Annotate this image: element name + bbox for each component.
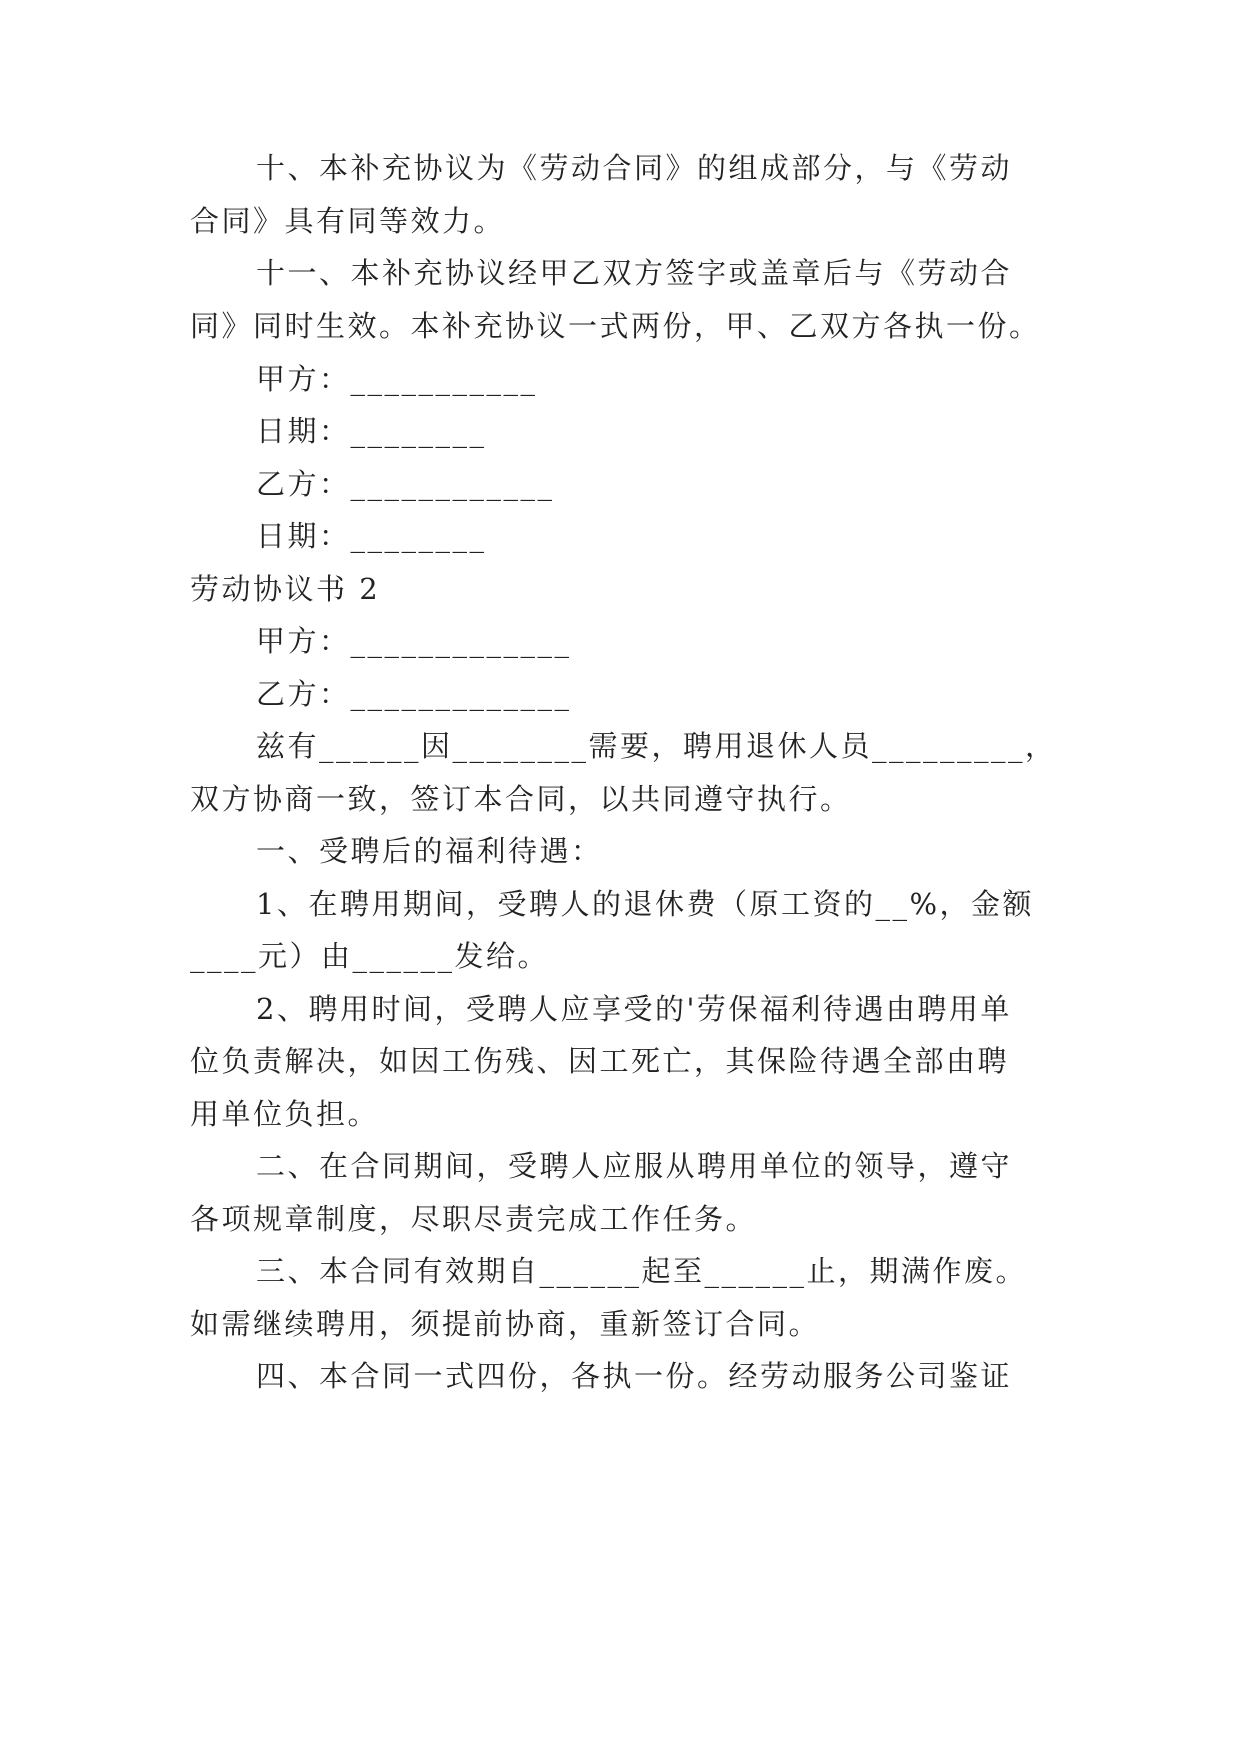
clause-1-1-line-1: 1、在聘用期间，受聘人的退休费（原工资的__%，金额 (256, 887, 1035, 921)
date-field-2: 日期：________ (256, 519, 487, 553)
clause-2-line-2: 各项规章制度，尽职尽责完成工作任务。 (190, 1202, 758, 1236)
party-a-signature-field: 甲方：___________ (256, 362, 538, 396)
clause-1-2-line-2: 位负责解决，如因工伤残、因工死亡，其保险待遇全部由聘 (190, 1044, 1010, 1078)
clause-1-2-line-1: 2、聘用时间，受聘人应享受的'劳保福利待遇由聘用单 (256, 992, 1012, 1026)
clause-11-line-1: 十一、本补充协议经甲乙双方签字或盖章后与《劳动合 (256, 256, 1013, 290)
clause-10-line-1: 十、本补充协议为《劳动合同》的组成部分，与《劳动 (256, 151, 1013, 185)
clause-1-1-line-2: ____元）由______发给。 (190, 939, 550, 973)
clause-1-heading: 一、受聘后的福利待遇： (256, 834, 603, 868)
section-title: 劳动协议书 2 (190, 572, 381, 606)
clause-2-line-1: 二、在合同期间，受聘人应服从聘用单位的领导，遵守 (256, 1149, 1013, 1183)
intro-line-1: 兹有______因________需要，聘用退休人员_________， (256, 729, 1057, 763)
clause-3-line-2: 如需继续聘用，须提前协商，重新签订合同。 (190, 1307, 821, 1341)
clause-1-2-line-3: 用单位负担。 (190, 1097, 380, 1131)
clause-3-line-1: 三、本合同有效期自______起至______止，期满作废。 (256, 1254, 1028, 1288)
date-field-1: 日期：________ (256, 414, 487, 448)
clause-4-line-1: 四、本合同一式四份，各执一份。经劳动服务公司鉴证 (256, 1359, 1013, 1393)
intro-line-2: 双方协商一致，签订本合同，以共同遵守执行。 (190, 782, 852, 816)
party-b-signature-field: 乙方：____________ (256, 467, 555, 501)
clause-10-line-2: 合同》具有同等效力。 (190, 204, 506, 238)
party-b-field: 乙方：_____________ (256, 677, 572, 711)
party-a-field: 甲方：_____________ (256, 624, 572, 658)
clause-11-line-2: 同》同时生效。本补充协议一式两份，甲、乙双方各执一份。 (190, 309, 1041, 343)
